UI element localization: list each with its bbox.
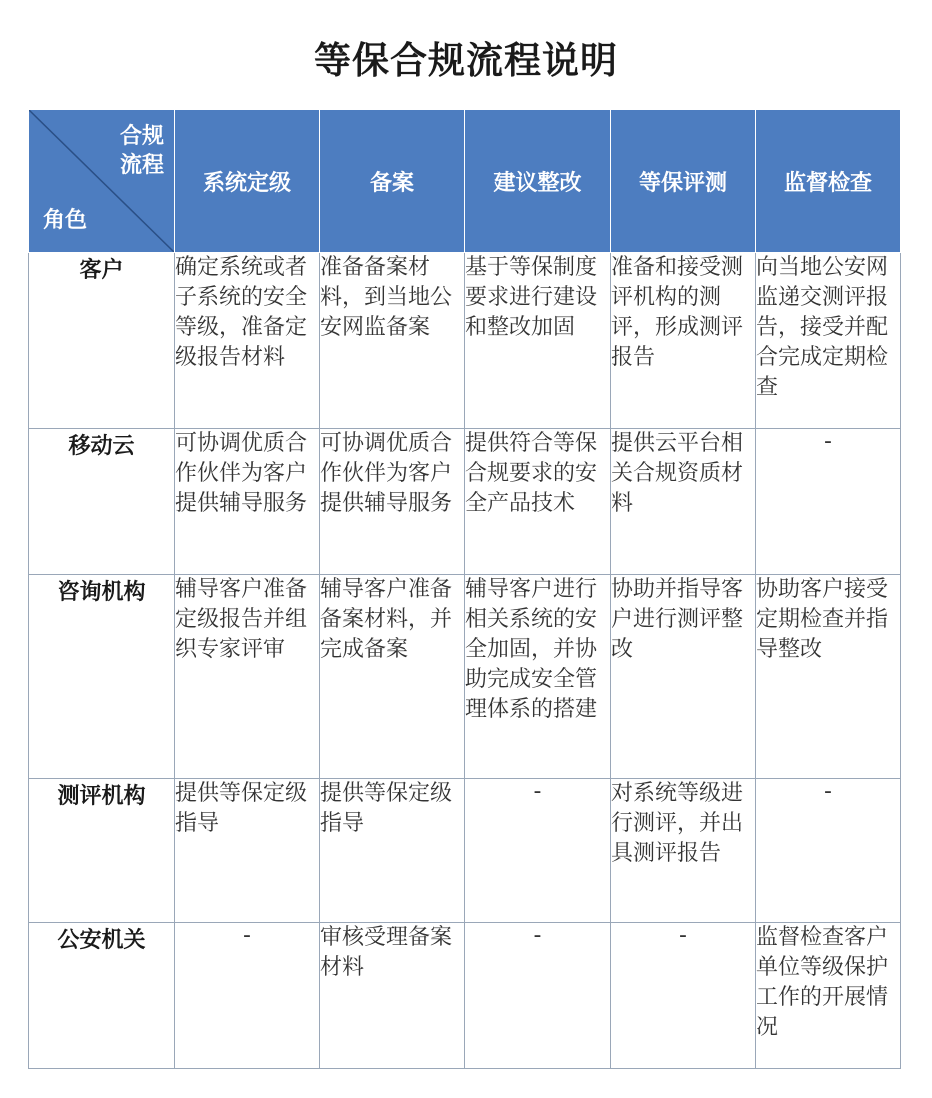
row-role: 公安机关	[29, 923, 175, 1069]
column-header: 建议整改	[465, 110, 611, 253]
table-row	[29, 923, 901, 1069]
table-cell-empty: -	[756, 779, 901, 923]
table-cell: 基于等保制度要求进行建设和整改加固	[465, 253, 611, 429]
table-cell: 监督检查客户单位等级保护工作的开展情况	[756, 923, 901, 1069]
table-cell: 提供云平台相关合规资质材料	[611, 429, 756, 575]
table-cell: 审核受理备案材料	[320, 923, 465, 1069]
table-cell-empty: -	[175, 923, 320, 1069]
table-cell-empty: -	[756, 429, 901, 575]
table-cell: 辅导客户准备定级报告并组织专家评审	[175, 575, 320, 779]
row-role: 咨询机构	[29, 575, 175, 779]
table-row	[29, 575, 901, 779]
column-header: 监督检查	[756, 110, 901, 253]
table-cell: 提供等保定级指导	[175, 779, 320, 923]
table-cell-empty: -	[465, 923, 611, 1069]
table-cell: 辅导客户准备备案材料，并完成备案	[320, 575, 465, 779]
table-cell-empty: -	[465, 779, 611, 923]
corner-bottom-label: 角色	[43, 208, 88, 233]
column-header: 等保评测	[611, 110, 756, 253]
compliance-table	[28, 109, 901, 1069]
table-cell: 辅导客户进行相关系统的安全加固，并协助完成安全管理体系的搭建	[465, 575, 611, 779]
table-cell: 协助并指导客户进行测评整改	[611, 575, 756, 779]
table-cell: 确定系统或者子系统的安全等级，准备定级报告材料	[175, 253, 320, 429]
table-cell: 向当地公安网监递交测评报告，接受并配合完成定期检查	[756, 253, 901, 429]
row-role: 客户	[29, 253, 175, 429]
row-role: 移动云	[29, 429, 175, 575]
table-cell: 对系统等级进行测评，并出具测评报告	[611, 779, 756, 923]
table-cell: 可协调优质合作伙伴为客户提供辅导服务	[175, 429, 320, 575]
table-cell: 可协调优质合作伙伴为客户提供辅导服务	[320, 429, 465, 575]
column-header: 系统定级	[175, 110, 320, 253]
table-cell: 准备备案材料，到当地公安网监备案	[320, 253, 465, 429]
corner-top-label: 合规 流程	[119, 124, 164, 178]
row-role: 测评机构	[29, 779, 175, 923]
table-row	[29, 779, 901, 923]
page-title: 等保合规流程说明	[314, 39, 618, 82]
corner-header	[29, 110, 175, 253]
table-cell: 提供等保定级指导	[320, 779, 465, 923]
table-cell-empty: -	[611, 923, 756, 1069]
table-row	[29, 429, 901, 575]
column-header: 备案	[320, 110, 465, 253]
table-row	[29, 253, 901, 429]
table-cell: 准备和接受测评机构的测评，形成测评报告	[611, 253, 756, 429]
table-cell: 提供符合等保合规要求的安全产品技术	[465, 429, 611, 575]
table-cell: 协助客户接受定期检查并指导整改	[756, 575, 901, 779]
header-row	[29, 110, 901, 253]
